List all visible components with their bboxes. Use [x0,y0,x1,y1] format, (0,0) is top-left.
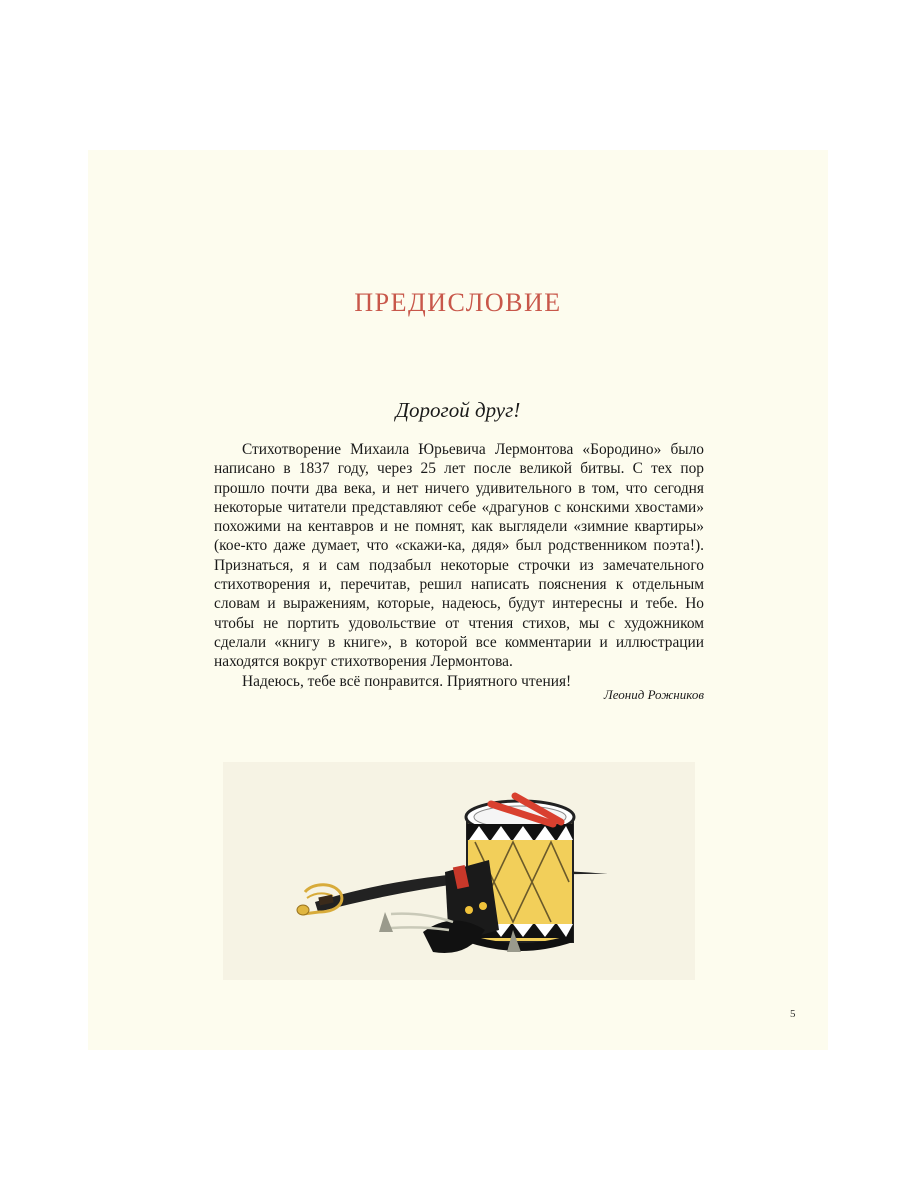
preface-text [214,440,704,691]
paragraph-2: Надеюсь, тебе всё понравится. Приятного чтения! [242,672,572,690]
illustration [223,762,695,980]
illustration-svg [223,762,695,980]
book-page [88,150,828,1050]
author-signature: Леонид Рожников [603,687,704,702]
paragraph-1: Стихотворение Михаила Юрьевича Лермонтова «Бородино» было написано в 1837 году, через 25 лет после великой битвы. С тех пор прошло почти два века, и нет ничего удивительного в том, что сегодня некоторые читатели представляют себе «драгунов с конскими хвостами» похожими на кентавров и не помнят, как выглядели «зимние квартиры» (кое-кто даже думает, что «скажи-ка, дядя» был родственником поэта!). Признаться, я и сам подзабыл некоторые строчки из замечательного стихотворения и, перечитав, решил написать пояснения к отдельным словам и выражениям, которые, надеюсь, будут интересны и тебе. Но чтобы не портить удовольствие от чтения стихов, мы с художником сделали «книгу в книге», в которой все комментарии и иллюстрации находятся вокруг стихотворения Лермонтова. [214,441,704,671]
greeting: Дорогой друг! [395,398,521,422]
page-number: 5 [790,1008,796,1020]
page-title: ПРЕДИСЛОВИЕ [354,288,562,317]
